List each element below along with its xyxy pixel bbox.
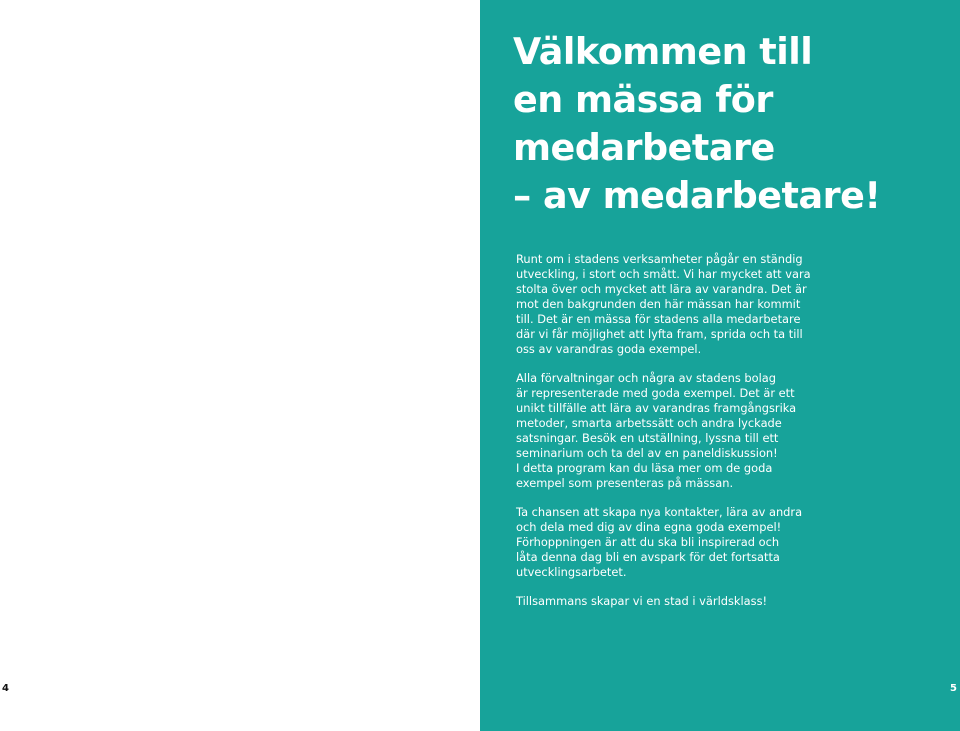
text-line: Förhoppningen är att du ska bli inspirerad och	[516, 535, 780, 549]
text-line: exempel som presenteras på mässan.	[516, 476, 734, 490]
paragraph-contacts	[516, 505, 816, 580]
paragraph-participants	[516, 371, 816, 491]
page-number-left: 4	[2, 683, 9, 694]
text-line: mot den bakgrunden den här mässan har kommit	[516, 297, 801, 311]
headline-line: – av medarbetare!	[513, 174, 881, 217]
headline-line: medarbetare	[513, 126, 775, 169]
text-line: utveckling, i stort och smått. Vi har mycket att vara	[516, 267, 811, 281]
text-line: och dela med dig av dina egna goda exempel!	[516, 520, 782, 534]
text-line: I detta program kan du läsa mer om de goda	[516, 461, 773, 475]
text-line: är representerade med goda exempel. Det är ett	[516, 386, 795, 400]
text-line: seminarium och ta del av en paneldiskussion!	[516, 446, 778, 460]
text-line: Ta chansen att skapa nya kontakter, lära av andra	[516, 505, 803, 519]
body-text	[516, 252, 816, 623]
text-line: unikt tillfälle att lära av varandras framgångsrika	[516, 401, 797, 415]
text-line: stolta över och mycket att lära av varandra. Det är	[516, 282, 807, 296]
paragraph-closing	[516, 594, 816, 609]
text-line: till. Det är en mässa för stadens alla medarbetare	[516, 312, 801, 326]
text-line: där vi får möjlighet att lyfta fram, sprida och ta till	[516, 327, 803, 341]
text-line: oss av varandras goda exempel.	[516, 342, 702, 356]
headline-line: Välkommen till	[513, 30, 813, 73]
text-line: Alla förvaltningar och några av stadens bolag	[516, 371, 776, 385]
text-line: utvecklingsarbetet.	[516, 565, 627, 579]
text-line: metoder, smarta arbetssätt och andra lyckade	[516, 416, 782, 430]
headline	[513, 28, 933, 220]
text-line: Runt om i stadens verksamheter pågår en ständig	[516, 252, 803, 266]
paragraph-intro	[516, 252, 816, 357]
text-line: låta denna dag bli en avspark för det fortsatta	[516, 550, 780, 564]
page-number-right: 5	[950, 683, 957, 694]
headline-line: en mässa för	[513, 78, 773, 121]
text-line: satsningar. Besök en utställning, lyssna till ett	[516, 431, 779, 445]
text-line: Tillsammans skapar vi en stad i världsklass!	[516, 594, 768, 608]
